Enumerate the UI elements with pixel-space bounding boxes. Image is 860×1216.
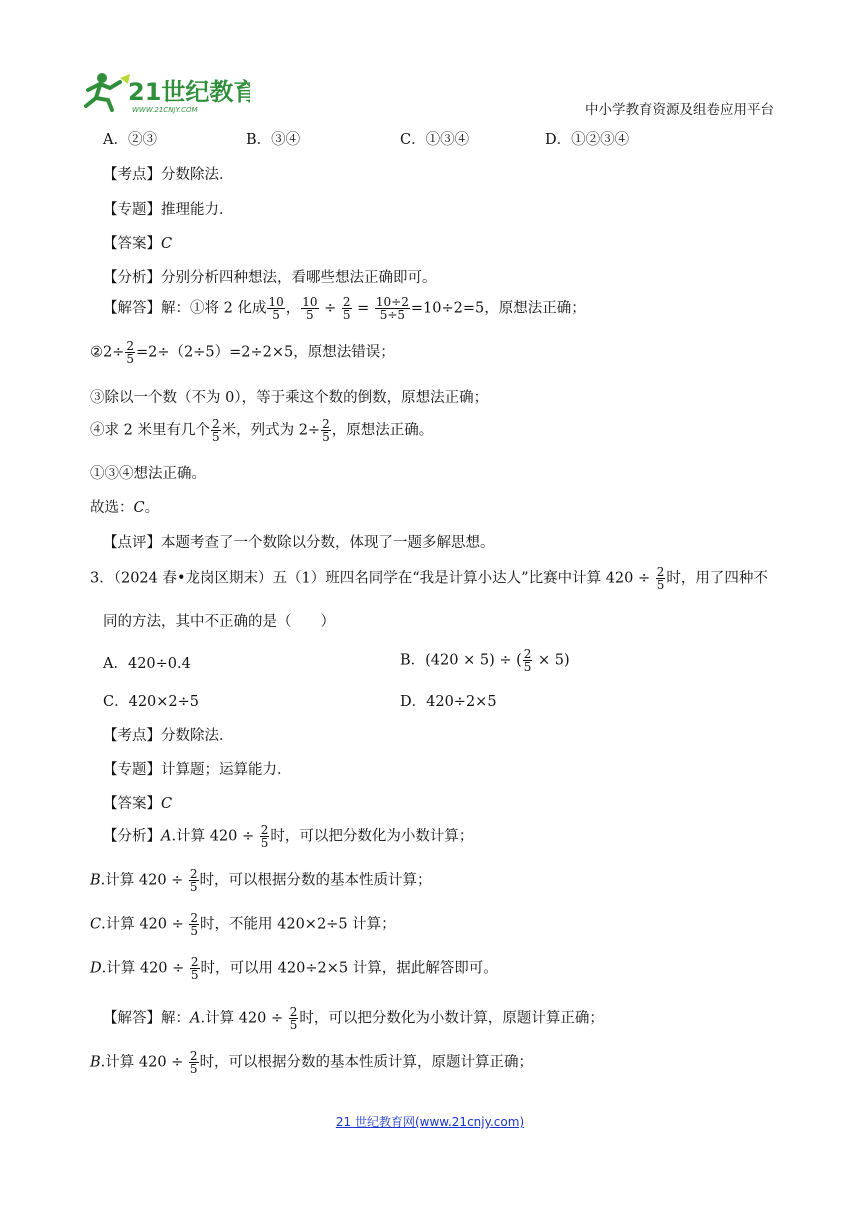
q2-solution-line5: ①③④想法正确。 xyxy=(90,466,206,482)
q3-option-d: D．420÷2×5 xyxy=(400,694,497,710)
platform-name: 中小学教育资源及组卷应用平台 xyxy=(585,102,774,118)
runner-logo-icon xyxy=(80,68,250,116)
q3-stem-line2: 同的方法，其中不正确的是（ ） xyxy=(103,614,335,630)
answer-value: C xyxy=(161,236,173,252)
site-logo xyxy=(80,68,250,116)
q2-solution-line1: 【解答】解：①将 2 化成 $\frac{10}{5}$ ， $\frac{10}{5}$ ÷ $\frac{2}{5}$ = $\frac{10\div 2}{5\div 5}$ =10÷2=5，原想法正确； xyxy=(103,295,586,322)
q3-analysis-b: B.计算 420 ÷ $\frac{2}{5}$ 时，可以根据分数的基本性质计算； xyxy=(90,867,432,894)
q3-answer: 【答案】C xyxy=(103,796,173,812)
q2-solution-line4: ④求 2 米里有几个 $\frac{2}{5}$ 米，列式为 2÷ $\frac{2}{5}$ ，原想法正确。 xyxy=(90,417,434,444)
fraction: $\frac{2}{5}$ xyxy=(342,295,351,322)
q3-analysis: 【分析】A.计算 420 ÷ $\frac{2}{5}$ 时，可以把分数化为小数计算； xyxy=(103,823,474,850)
q2-option-d: D．①②③④ xyxy=(545,132,630,148)
q3-analysis-c: C.计算 420 ÷ $\frac{2}{5}$ 时，不能用 420×2÷5 计算； xyxy=(90,911,396,938)
q2-analysis: 【分析】分别分析四种想法，看哪些想法正确即可。 xyxy=(103,270,437,286)
q2-option-b: B．③④ xyxy=(246,132,301,148)
q2-solution-line3: ③除以一个数（不为 0），等于乘这个数的倒数，原想法正确； xyxy=(90,390,489,406)
q3-option-a: A．420÷0.4 xyxy=(103,656,191,672)
q2-option-c: C．①③④ xyxy=(400,132,470,148)
q2-comment: 【点评】本题考查了一个数除以分数，体现了一题多解思想。 xyxy=(103,535,495,551)
fraction: $\frac{2}{5}$ xyxy=(260,823,269,850)
q2-solution-line2: ②2÷ $\frac{2}{5}$ =2÷（2÷5）=2÷2×5，原想法错误； xyxy=(90,339,395,366)
q2-answer xyxy=(103,232,172,253)
q3-option-b: B．(420 × 5) ÷ ( $\frac{2}{5}$ × 5) xyxy=(400,647,570,674)
fraction: $\frac{2}{5}$ xyxy=(190,955,199,982)
fraction: $\frac{10}{5}$ xyxy=(302,295,318,322)
footer-link[interactable]: 21 世纪教育网(www.21cnjy.com) xyxy=(335,1115,525,1129)
answer-label: 【答案】 xyxy=(103,236,161,252)
q3-stem-line1: 3．（2024 春•龙岗区期末）五（1）班四名同学在“我是计算小达人”比赛中计算 420 ÷ $\frac{2}{5}$ 时，用了四种不 xyxy=(90,565,768,592)
fraction: $\frac{2}{5}$ xyxy=(523,647,532,674)
fraction: $\frac{2}{5}$ xyxy=(211,417,220,444)
fraction: $\frac{2}{5}$ xyxy=(322,417,330,444)
fraction: $\frac{10}{5}$ xyxy=(268,295,284,322)
q2-conclusion: 故选：C。 xyxy=(90,500,160,516)
q2-zhuanti: 【专题】推理能力． xyxy=(103,202,234,218)
fraction: $\frac{2}{5}$ xyxy=(656,565,665,592)
q3-analysis-d: D.计算 420 ÷ $\frac{2}{5}$ 时，可以用 420÷2×5 计算，据此解答即可。 xyxy=(90,955,498,982)
q3-kaodian: 【考点】分数除法． xyxy=(103,728,234,744)
fraction: $\frac{2}{5}$ xyxy=(126,339,135,366)
fraction: $\frac{2}{5}$ xyxy=(289,1005,298,1032)
q2-option-a: A．②③ xyxy=(103,132,157,148)
fraction: $\frac{2}{5}$ xyxy=(190,911,199,938)
q3-option-c: C．420×2÷5 xyxy=(103,694,200,710)
q3-solution-a: 【解答】解：A.计算 420 ÷ $\frac{2}{5}$ 时，可以把分数化为小数计算，原题计算正确； xyxy=(103,1005,604,1032)
fraction: $\frac{10\div 2}{5\div 5}$ xyxy=(375,295,409,322)
logo-text: 21世纪教育 xyxy=(128,78,250,106)
q2-kaodian: 【考点】分数除法． xyxy=(103,167,234,183)
q3-zhuanti: 【专题】计算题；运算能力． xyxy=(103,762,292,778)
fraction: $\frac{2}{5}$ xyxy=(189,867,198,894)
fraction: $\frac{2}{5}$ xyxy=(189,1049,198,1076)
q3-solution-b: B.计算 420 ÷ $\frac{2}{5}$ 时，可以根据分数的基本性质计算，原题计算正确； xyxy=(90,1049,534,1076)
logo-url: WWW.21CNJY.COM xyxy=(132,106,198,114)
